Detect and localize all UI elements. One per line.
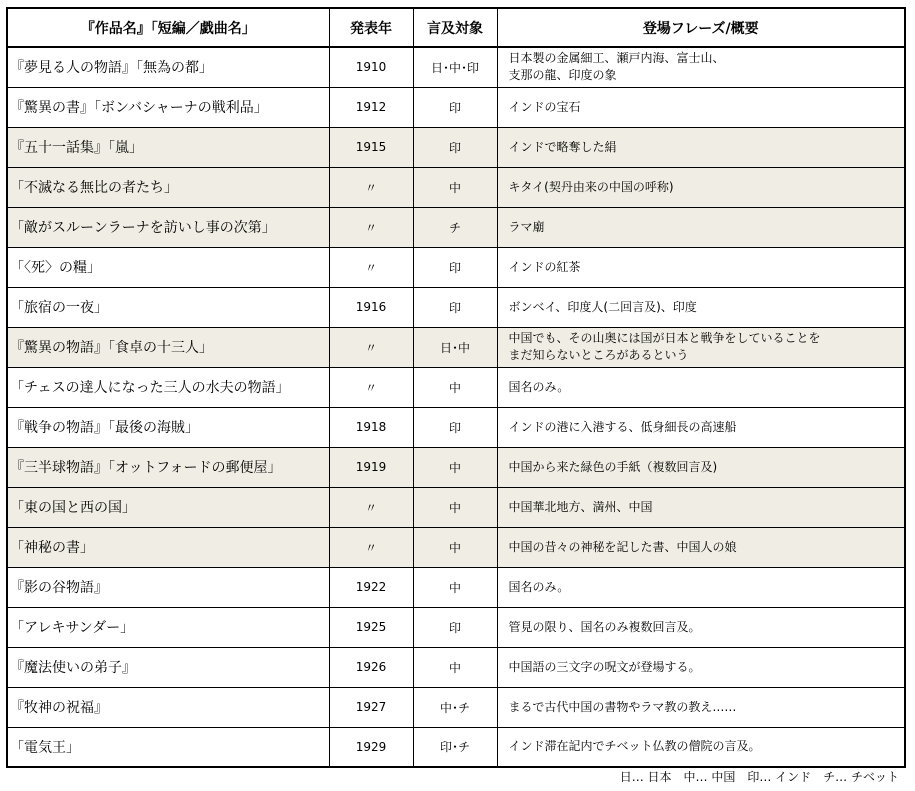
publication-year: 1916 (329, 287, 413, 327)
work-title: 「電気王」 (7, 727, 329, 767)
reference-target: 中 (413, 447, 497, 487)
header-desc: 登場フレーズ/概要 (497, 8, 905, 47)
phrase-summary: 中国語の三文字の呪文が登場する。 (497, 647, 905, 687)
publication-year: 〃 (329, 167, 413, 207)
table-row (7, 407, 905, 447)
phrase-summary: キタイ(契丹由来の中国の呼称) (497, 167, 905, 207)
work-title: 『驚異の書』「ボンバシャーナの戦利品」 (7, 87, 329, 127)
work-title: 『影の谷物語』 (7, 567, 329, 607)
table-row (7, 447, 905, 487)
table-row (7, 367, 905, 407)
publication-year: 1912 (329, 87, 413, 127)
table-row (7, 727, 905, 767)
phrase-summary: まるで古代中国の書物やラマ教の教え…… (497, 687, 905, 727)
phrase-summary: ラマ廟 (497, 207, 905, 247)
table-row (7, 207, 905, 247)
reference-target: 印 (413, 607, 497, 647)
table-row (7, 607, 905, 647)
work-title: 『三半球物語』「オットフォードの郵便屋」 (7, 447, 329, 487)
publication-year: 〃 (329, 327, 413, 367)
table-row (7, 287, 905, 327)
table-row (7, 487, 905, 527)
publication-year: 1929 (329, 727, 413, 767)
publication-year: 1919 (329, 447, 413, 487)
work-title: 『戦争の物語』「最後の海賊」 (7, 407, 329, 447)
phrase-summary: インド滞在記内でチベット仏教の僧院の言及。 (497, 727, 905, 767)
reference-target: 印 (413, 407, 497, 447)
work-title: 『夢見る人の物語』「無為の都」 (7, 47, 329, 87)
work-title: 「敵がスルーンラーナを訪いし事の次第」 (7, 207, 329, 247)
work-title: 『牧神の祝福』 (7, 687, 329, 727)
reference-target: 中 (413, 367, 497, 407)
reference-target: チ (413, 207, 497, 247)
table-row (7, 127, 905, 167)
reference-target: 印 (413, 247, 497, 287)
work-title: 「旅宿の一夜」 (7, 287, 329, 327)
table-body (7, 47, 905, 767)
publication-year: 1927 (329, 687, 413, 727)
phrase-summary: 中国から来た緑色の手紙（複数回言及) (497, 447, 905, 487)
publication-year: 1922 (329, 567, 413, 607)
work-title: 「東の国と西の国」 (7, 487, 329, 527)
table-row (7, 87, 905, 127)
table-row (7, 47, 905, 87)
reference-target: 中 (413, 527, 497, 567)
table-row (7, 567, 905, 607)
phrase-summary: 中国華北地方、満州、中国 (497, 487, 905, 527)
table-row (7, 247, 905, 287)
phrase-summary: インドの港に入港する、低身細長の高速船 (497, 407, 905, 447)
phrase-summary: 管見の限り、国名のみ複数回言及。 (497, 607, 905, 647)
reference-target: 日･中 (413, 327, 497, 367)
header-target: 言及対象 (413, 8, 497, 47)
phrase-summary: 日本製の金属細工、瀬戸内海、富士山、 支那の龍、印度の象 (497, 47, 905, 87)
reference-target: 印 (413, 127, 497, 167)
header-year: 発表年 (329, 8, 413, 47)
work-title: 『魔法使いの弟子』 (7, 647, 329, 687)
reference-target: 中 (413, 567, 497, 607)
publication-year: 1918 (329, 407, 413, 447)
phrase-summary: インドの紅茶 (497, 247, 905, 287)
publication-year: 〃 (329, 527, 413, 567)
phrase-summary: インドで略奪した絹 (497, 127, 905, 167)
reference-target: 印 (413, 287, 497, 327)
publication-year: 〃 (329, 487, 413, 527)
reference-target: 中･チ (413, 687, 497, 727)
reference-target: 日･中･印 (413, 47, 497, 87)
reference-target: 中 (413, 647, 497, 687)
work-title: 「チェスの達人になった三人の水夫の物語」 (7, 367, 329, 407)
table-row (7, 167, 905, 207)
works-table (6, 7, 906, 768)
phrase-summary: 中国でも、その山奥には国が日本と戦争をしていることを まだ知らないところがあるという (497, 327, 905, 367)
table-row (7, 647, 905, 687)
work-title: 「神秘の書」 (7, 527, 329, 567)
publication-year: 〃 (329, 207, 413, 247)
work-title: 『五十一話集』「嵐」 (7, 127, 329, 167)
work-title: 「〈死〉の糧」 (7, 247, 329, 287)
reference-target: 中 (413, 167, 497, 207)
publication-year: 1910 (329, 47, 413, 87)
phrase-summary: 国名のみ。 (497, 367, 905, 407)
table-row (7, 687, 905, 727)
phrase-summary: 国名のみ。 (497, 567, 905, 607)
reference-target: 中 (413, 487, 497, 527)
legend: 日… 日本 中… 中国 印… インド チ… チベット (619, 770, 899, 784)
work-title: 『驚異の物語』「食卓の十三人」 (7, 327, 329, 367)
work-title: 「不滅なる無比の者たち」 (7, 167, 329, 207)
publication-year: 〃 (329, 367, 413, 407)
publication-year: 1926 (329, 647, 413, 687)
publication-year: 〃 (329, 247, 413, 287)
work-title: 「アレキサンダー」 (7, 607, 329, 647)
reference-target: 印･チ (413, 727, 497, 767)
table-row (7, 527, 905, 567)
publication-year: 1915 (329, 127, 413, 167)
phrase-summary: インドの宝石 (497, 87, 905, 127)
phrase-summary: 中国の昔々の神秘を記した書、中国人の娘 (497, 527, 905, 567)
reference-target: 印 (413, 87, 497, 127)
phrase-summary: ボンベイ、印度人(二回言及)、印度 (497, 287, 905, 327)
header-title: 『作品名』「短編／戯曲名」 (7, 8, 329, 47)
table-header (7, 8, 905, 47)
table-row (7, 327, 905, 367)
publication-year: 1925 (329, 607, 413, 647)
